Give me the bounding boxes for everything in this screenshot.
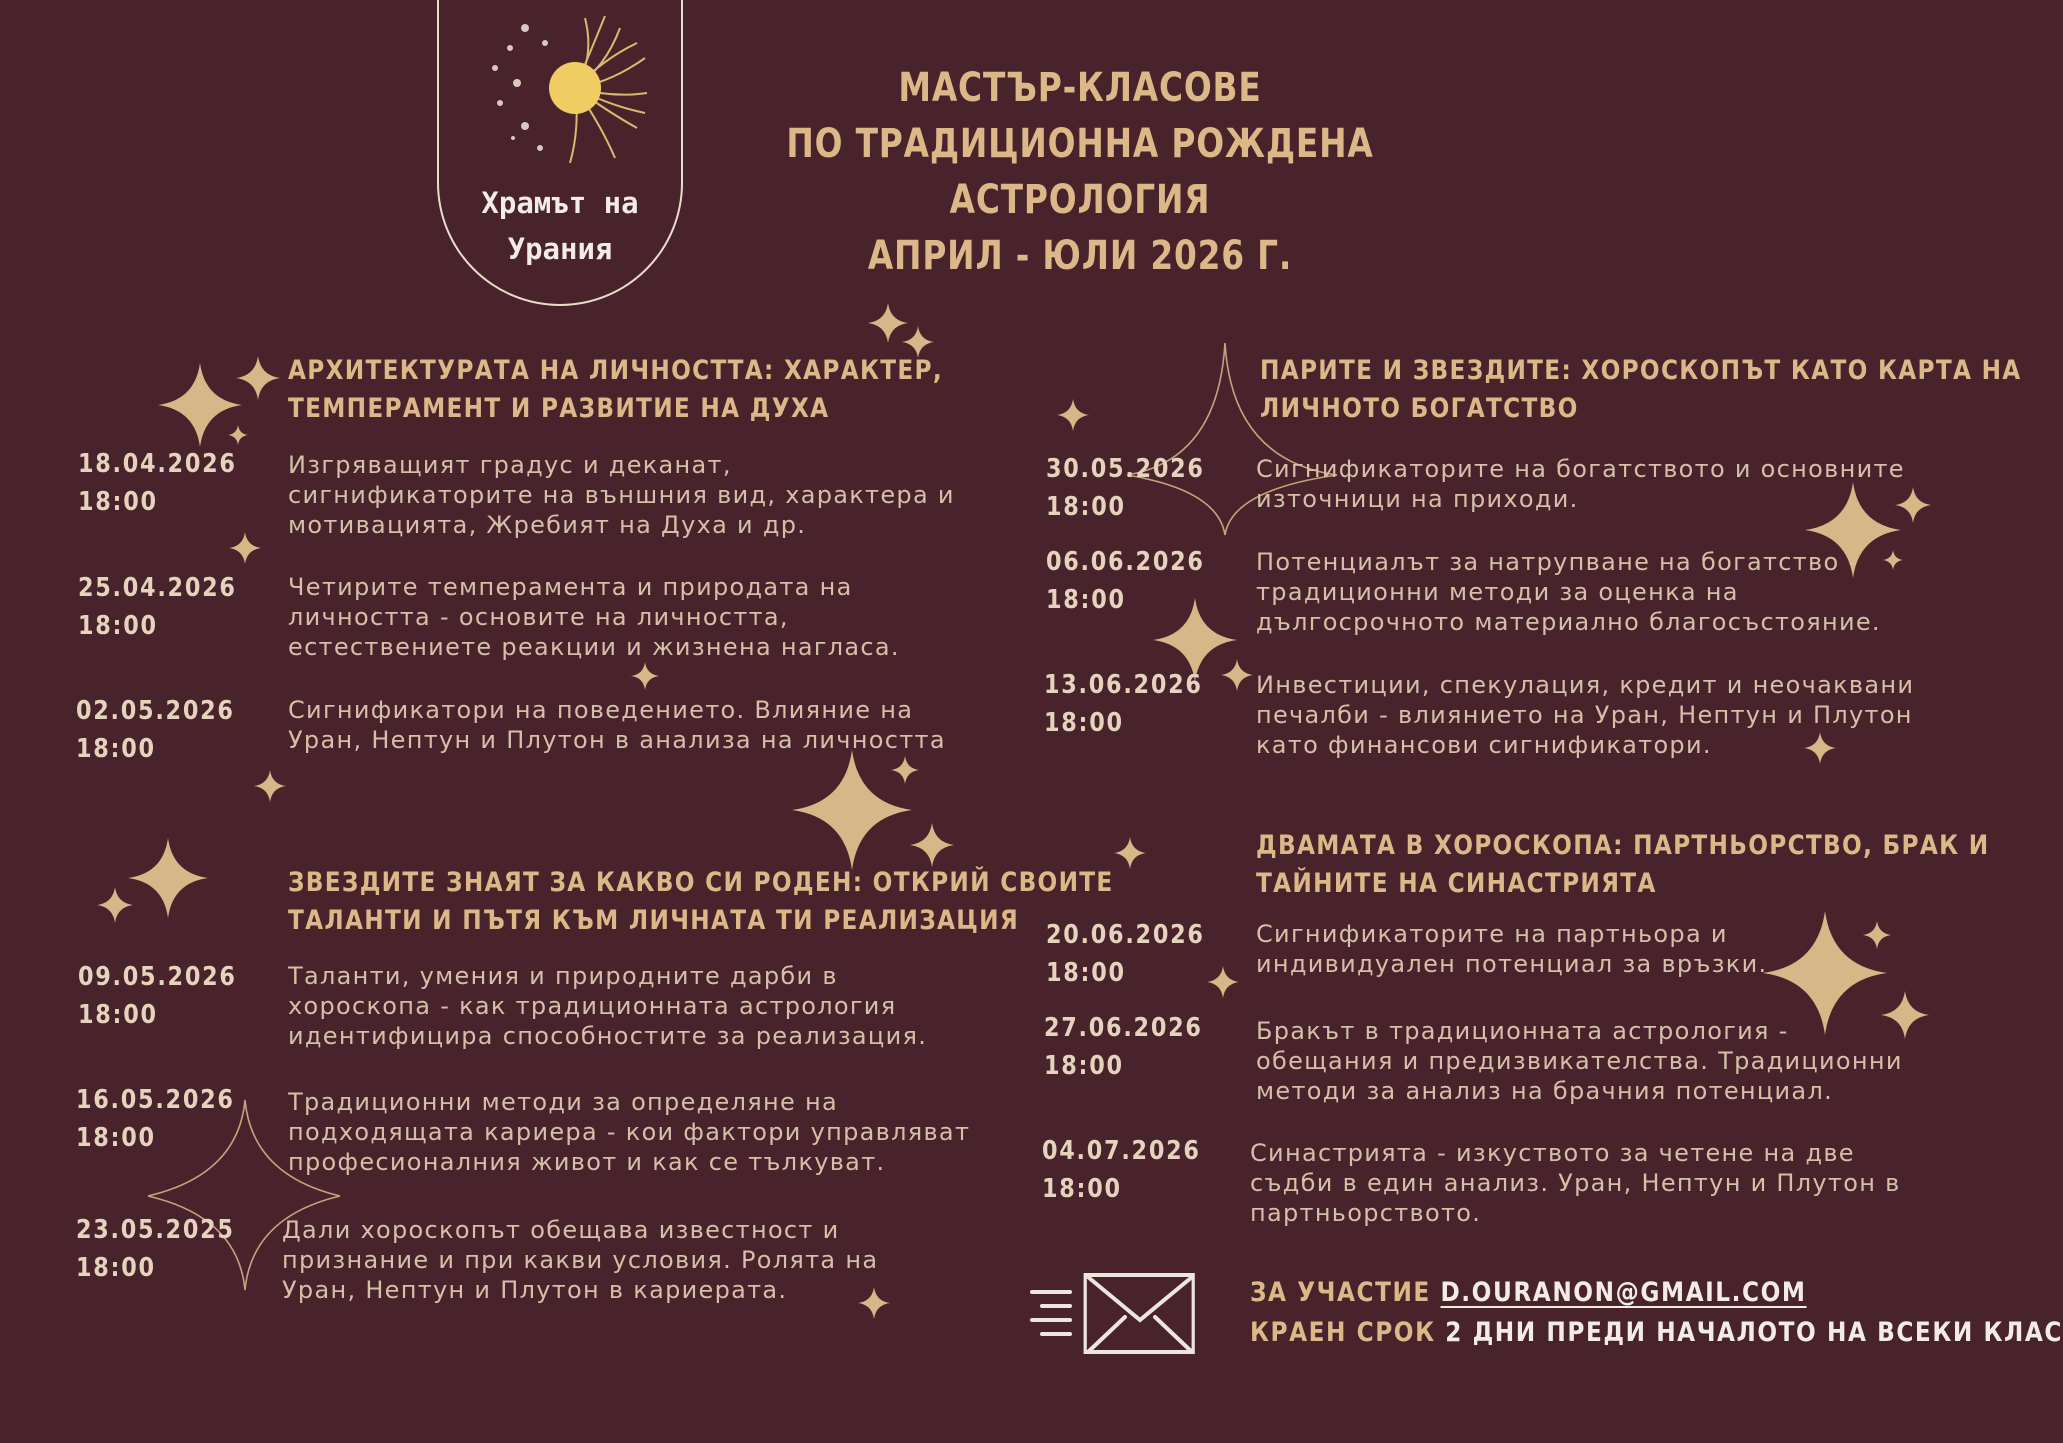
sparkle-icon [158, 363, 242, 447]
session-date: 30.05.2026 18:00 [1046, 454, 1205, 522]
session-date: 16.05.2026 18:00 [76, 1085, 235, 1153]
sparkle-icon [236, 356, 280, 400]
session-description: Бракът в традиционната астрология - обещания и предизвикателства. Традиционни методи за анализ на брачния потенциал. [1256, 1017, 1903, 1105]
session-date: 04.07.2026 18:00 [1042, 1136, 1201, 1204]
sparkle-icon [228, 425, 248, 445]
logo-name-line2: Урания [507, 232, 613, 266]
sparkle-icon [128, 838, 208, 918]
session-description: Дали хороскопът обещава известност и признание и при какви условия. Ролята на Уран, Нептун и Плутон в кариерата. [282, 1216, 879, 1304]
sparkle-icon [1207, 966, 1239, 998]
sparkle-icon [631, 662, 659, 690]
sparkle-icon [229, 532, 261, 564]
participation-label: ЗА УЧАСТИЕ [1250, 1277, 1431, 1308]
session-date: 23.05.2025 18:00 [76, 1215, 235, 1283]
session-description: Сигнификаторите на богатството и основните източници на приходи. [1256, 455, 1905, 513]
session-description: Таланти, умения и природните дарби в хороскопа - как традиционната астрология идентифицира способностите за реализация. [288, 962, 928, 1050]
session-description: Изгряващият градус и деканат, сигнификаторите на външния вид, характера и мотивацията, Жребият на Духа и др. [288, 451, 955, 539]
session-description: Потенциалът за натрупване на богатство - традиционни методи за оценка на дългосрочното материално благосъстояние. [1256, 548, 1881, 636]
sparkle-icon [97, 887, 133, 923]
deadline-label: КРАЕН СРОК [1250, 1317, 1436, 1348]
session-date: 27.06.2026 18:00 [1044, 1013, 1203, 1081]
page-title [760, 60, 1400, 284]
section-title: ДВАМАТА В ХОРОСКОПА: ПАРТНЬОРСТВО, БРАК И ТАЙНИТЕ НА СИНАСТРИЯТА [1256, 830, 1990, 899]
session-date: 25.04.2026 18:00 [78, 573, 237, 641]
section-title: ЗВЕЗДИТЕ ЗНАЯТ ЗА КАКВО СИ РОДЕН: ОТКРИЙ СВОИТЕ ТАЛАНТИ И ПЪТЯ КЪМ ЛИЧНАТА ТИ РЕАЛИЗАЦИЯ [288, 867, 1114, 936]
session-description: Синастрията - изкуството за четене на две съдби в един анализ. Уран, Нептун и Плутон в партньорството. [1250, 1139, 1901, 1227]
sparkle-icon [891, 756, 919, 784]
sparkle-icon [254, 770, 286, 802]
session-date: 18.04.2026 18:00 [78, 449, 237, 517]
session-date: 09.05.2026 18:00 [78, 962, 237, 1030]
title-line3: АПРИЛ - ЮЛИ 2026 Г. [867, 233, 1293, 279]
deadline-value: 2 ДНИ ПРЕДИ НАЧАЛОТО НА ВСЕКИ КЛАС [1445, 1317, 2063, 1348]
logo-name [437, 180, 683, 272]
section-title: АРХИТЕКТУРАТА НА ЛИЧНОСТТА: ХАРАКТЕР, ТЕМПЕРАМЕНТ И РАЗВИТИЕ НА ДУХА [288, 355, 943, 424]
sparkle-icon [1221, 659, 1253, 691]
envelope-icon [1030, 1272, 1195, 1357]
sun-moon-icon [465, 8, 665, 178]
session-date: 02.05.2026 18:00 [76, 696, 235, 764]
sparkle-icon [792, 750, 912, 870]
sparkle-icon [1114, 837, 1146, 869]
sparkle-icon [1863, 921, 1891, 949]
session-date: 20.06.2026 18:00 [1046, 920, 1205, 988]
sparkle-icon [910, 823, 954, 867]
sparkle-icon [868, 303, 908, 343]
session-description: Сигнификаторите на партньора и индивидуален потенциал за връзки. [1256, 920, 1768, 978]
session-date: 06.06.2026 18:00 [1046, 547, 1205, 615]
section-title: ПАРИТЕ И ЗВЕЗДИТЕ: ХОРОСКОПЪТ КАТО КАРТА НА ЛИЧНОТО БОГАТСТВО [1260, 355, 2022, 424]
logo-name-line1: Храмът на [481, 186, 639, 220]
session-date: 13.06.2026 18:00 [1044, 670, 1203, 738]
session-description: Четирите темперамента и природата на личността - основите на личността, естествениете реакции и жизнена нагласа. [288, 573, 900, 661]
session-description: Инвестиции, спекулация, кредит и неочаквани печалби - влиянието на Уран, Нептун и Плутон като финансови сигнификатори. [1256, 671, 1915, 759]
contact-info [1250, 1273, 2063, 1353]
email-link[interactable]: D.OURANON@GMAIL.COM [1440, 1277, 1807, 1308]
sparkle-icon [1057, 399, 1089, 431]
title-line2: ПО ТРАДИЦИОННА РОЖДЕНА АСТРОЛОГИЯ [786, 121, 1374, 223]
session-description: Традиционни методи за определяне на подходящата кариера - кои фактори управляват професионалния живот и как се тълкуват. [288, 1088, 971, 1176]
sparkle-icon [1883, 550, 1903, 570]
title-line1: МАСТЪР-КЛАСОВЕ [898, 65, 1262, 111]
session-description: Сигнификатори на поведението. Влияние на Уран, Нептун и Плутон в анализа на личността [288, 696, 946, 754]
